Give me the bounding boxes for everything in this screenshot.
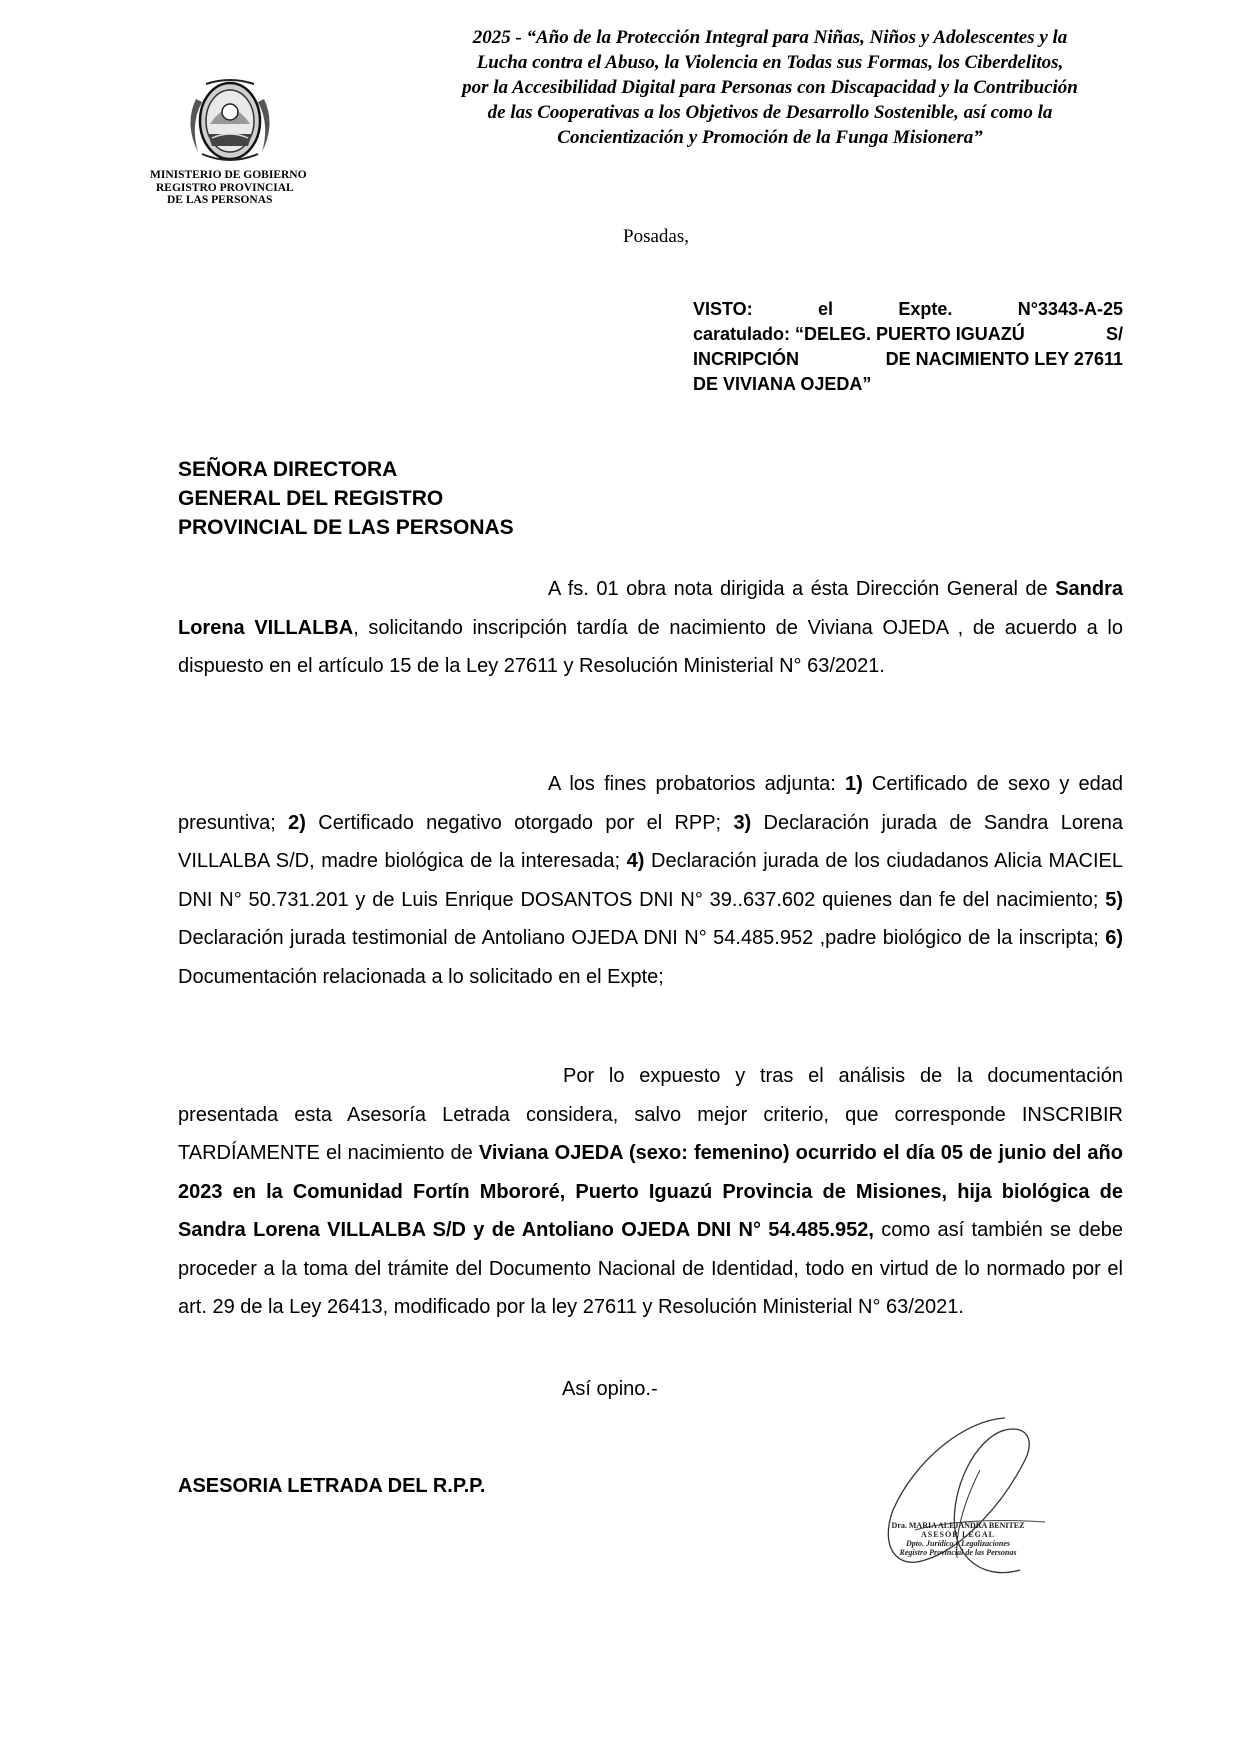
item-number: 1) bbox=[844, 773, 863, 795]
paragraph-1 bbox=[178, 570, 1123, 686]
stamp-line: Dpto. Jurídico y Legalizaciones bbox=[906, 1539, 1010, 1548]
visto-line bbox=[693, 297, 1123, 322]
p2-text: Declaración jurada de Sandra Lorena VILLALBA S/D, madre biológica de la interesada; bbox=[178, 811, 1123, 872]
p2-text: Declaración jurada de los ciudadanos Alicia MACIEL DNI N° 50.731.201 y de Luis Enrique DOSANTOS DNI N° 39..637.602 quienes dan fe del nacimiento; bbox=[178, 850, 1123, 911]
motto-line: Concientización y Promoción de la Funga Misionera” bbox=[557, 127, 983, 148]
signoff: ASESORIA LETRADA DEL R.P.P. bbox=[178, 1475, 486, 1497]
stamp-line: Registro Provincial de las Personas bbox=[899, 1548, 1017, 1557]
signature-icon bbox=[855, 1410, 1085, 1620]
ministry-line: MINISTERIO DE GOBIERNO bbox=[150, 169, 307, 181]
motto-line: de las Cooperativas a los Objetivos de Desarrollo Sostenible, así como la bbox=[487, 102, 1053, 123]
visto-word: S/ bbox=[1105, 324, 1123, 344]
ministry-block bbox=[150, 169, 330, 207]
motto-line: por la Accesibilidad Digital para Personas con Discapacidad y la Contribución bbox=[462, 77, 1078, 98]
visto-line: DE VIVIANA OJEDA” bbox=[693, 374, 872, 394]
p3-text: como así también se debe proceder a la toma del trámite del Documento Nacional de Identidad, todo en virtud de lo normado por el art. 29 de la Ley 26413, modificado por la ley 27611 y Resolución Ministerial N° 63/2021. bbox=[178, 1219, 1123, 1318]
p2-text: A los fines probatorios adjunta: bbox=[548, 773, 836, 795]
item-number: 2) bbox=[288, 811, 306, 834]
visto-word: caratulado: “DELEG. PUERTO IGUAZÚ bbox=[693, 324, 1025, 344]
visto-block bbox=[693, 297, 1123, 397]
item-number: 6) bbox=[1105, 927, 1123, 949]
motto-line: 2025 - “Año de la Protección Integral para Niñas, Niños y Adolescentes y la bbox=[472, 27, 1068, 48]
ministry-line: DE LAS PERSONAS bbox=[167, 194, 273, 206]
legal-stamp bbox=[878, 1521, 1038, 1557]
visto-word: el bbox=[818, 299, 834, 319]
item-number: 3) bbox=[733, 811, 752, 834]
visto-word: DE NACIMIENTO LEY 27611 bbox=[885, 349, 1123, 369]
p1-text: , solicitando inscripción tardía de nacimiento de Viviana OJEDA , de acuerdo a lo dispuesto en el artículo 15 de la Ley 27611 y Resolución Ministerial N° 63/2021. bbox=[178, 616, 1123, 677]
p2-text: Certificado de sexo y edad presuntiva; bbox=[178, 773, 1123, 834]
year-motto bbox=[420, 25, 1120, 150]
p1-text: A fs. 01 obra nota dirigida a ésta Dirección General de bbox=[548, 578, 1048, 600]
visto-word: VISTO: bbox=[693, 299, 753, 319]
addressee bbox=[178, 455, 514, 542]
motto-line: Lucha contra el Abuso, la Violencia en Todas sus Formas, los Ciberdelitos, bbox=[476, 52, 1064, 73]
p2-text: Certificado negativo otorgado por el RPP; bbox=[318, 811, 722, 834]
visto-line bbox=[693, 347, 1123, 372]
visto-word: Expte. bbox=[898, 299, 953, 319]
closing: Así opino.- bbox=[562, 1378, 658, 1400]
visto-line bbox=[693, 322, 1123, 347]
p3-bold: Viviana OJEDA (sexo: femenino) ocurrido el día 05 de junio del año 2023 en la Comunidad Fortín Mbororé, Puerto Iguazú Provincia de Misiones, hija biológica de Sandra Lorena VILLALBA S/D y de Antoliano OJEDA DNI N° 54.485.952, bbox=[178, 1142, 1123, 1241]
stamp-line: Dra. MARIA ALEJANDRA BENITEZ bbox=[891, 1521, 1025, 1530]
p2-text: Declaración jurada testimonial de Antoliano OJEDA DNI N° 54.485.952 ,padre biológico de la inscripta; bbox=[178, 927, 1099, 949]
p1-name: Sandra Lorena VILLALBA bbox=[178, 578, 1123, 639]
p3-text: Por lo expuesto y tras el análisis de la documentación presentada esta Asesoría Letrada considera, salvo mejor criterio, que corresponde INSCRIBIR TARDÍAMENTE el nacimiento de bbox=[178, 1065, 1123, 1164]
visto-word: N°3343-A-25 bbox=[1017, 299, 1123, 319]
item-number: 5) bbox=[1105, 888, 1123, 911]
paragraph-3 bbox=[178, 1057, 1123, 1327]
stamp-line: ASESOR LEGAL bbox=[920, 1530, 996, 1539]
provincial-seal-icon bbox=[176, 74, 284, 168]
p2-text: Documentación relacionada a lo solicitado en el Expte; bbox=[178, 965, 664, 988]
place-date: Posadas, bbox=[623, 226, 689, 247]
item-number: 4) bbox=[626, 850, 645, 872]
ministry-line: REGISTRO PROVINCIAL bbox=[156, 181, 294, 194]
visto-word: INCRIPCIÓN bbox=[693, 349, 800, 369]
paragraph-2 bbox=[178, 765, 1123, 996]
addressee-line: SEÑORA DIRECTORA bbox=[178, 458, 398, 481]
addressee-line: GENERAL DEL REGISTRO bbox=[178, 487, 444, 510]
addressee-line: PROVINCIAL DE LAS PERSONAS bbox=[178, 516, 514, 539]
